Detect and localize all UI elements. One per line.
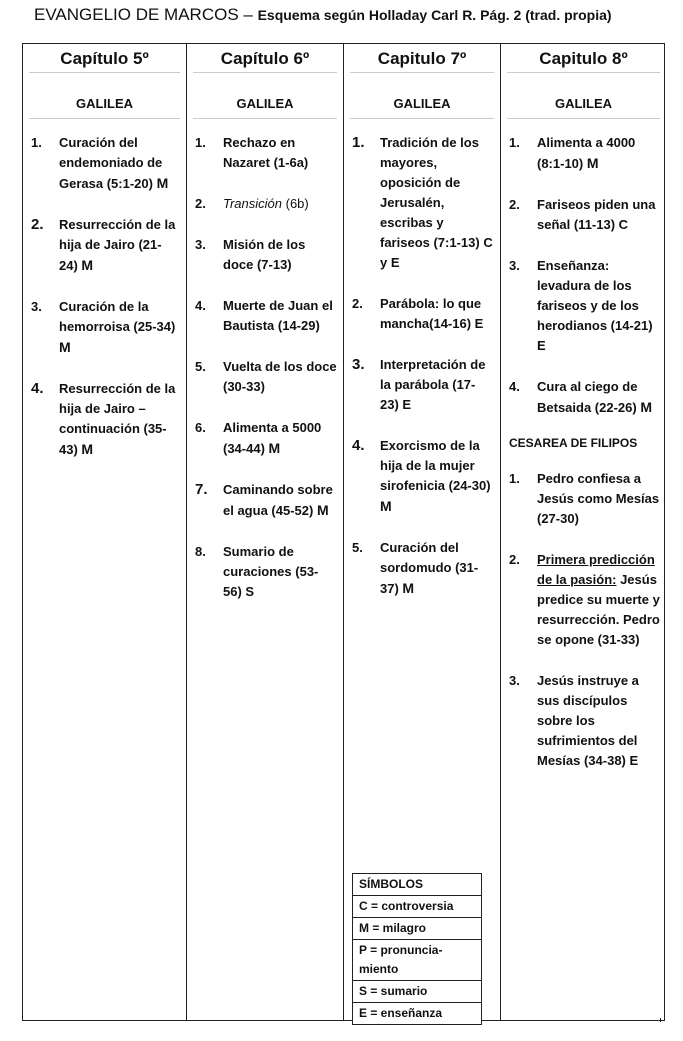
item-text: Pedro confiesa a Jesús como Mesías (27-30): [537, 471, 660, 526]
list-item: [501, 256, 660, 356]
item-number: 2.: [509, 552, 520, 567]
item-text: Cura al ciego de Betsaida (22-26): [537, 379, 641, 415]
item-text: Resurrección de la hija de Jairo (21-24): [59, 217, 176, 273]
region-label: GALILEA: [507, 73, 660, 119]
item-number: 1.: [509, 135, 520, 150]
item-text: Resurrección de la hija de Jairo – continuación (35-43): [59, 381, 176, 457]
item-text: Alimenta a 4000 (8:1-10): [537, 135, 636, 171]
list-item: [187, 542, 337, 602]
item-text: Rechazo en Nazaret (1-6a): [223, 135, 309, 170]
list-item: [23, 215, 180, 276]
list-item: [501, 195, 660, 235]
item-text: (6b): [282, 196, 309, 211]
chapter-heading: Capítulo 6º: [193, 44, 337, 73]
list-item: [187, 418, 337, 459]
item-number: 3.: [509, 258, 520, 273]
symbol-row: M = milagro: [353, 918, 482, 940]
section-list: [187, 119, 343, 602]
title-subtitle: Esquema según Holladay Carl R. Pág. 2 (trad. propia): [257, 7, 612, 23]
section-list: [344, 119, 500, 599]
item-symbol-tag: M: [402, 580, 415, 596]
frame-tick-mark: [660, 1018, 661, 1022]
item-number: 7.: [195, 481, 208, 498]
item-number: 1.: [31, 135, 42, 150]
item-number: 5.: [352, 540, 363, 555]
item-text: Curación de la hemorroisa (25-34): [59, 299, 176, 334]
list-item: [344, 538, 494, 599]
list-item: [501, 377, 660, 418]
item-text: Curación del endemoniado de Gerasa (5:1-20): [59, 135, 163, 191]
section-list: [501, 119, 666, 418]
item-number: 1.: [195, 135, 206, 150]
item-symbol-tag: M: [156, 175, 169, 191]
symbol-row: E = enseñanza: [353, 1003, 482, 1025]
list-item: [344, 133, 494, 273]
list-item: [187, 133, 337, 173]
item-number: 3.: [31, 299, 42, 314]
item-number: 8.: [195, 544, 206, 559]
list-item: [501, 133, 660, 174]
item-italic-text: Transición: [223, 196, 283, 211]
symbol-row: S = sumario: [353, 981, 482, 1003]
item-text: Fariseos piden una señal (11-13) C: [537, 197, 656, 232]
item-number: 3.: [195, 237, 206, 252]
item-number: 4.: [352, 437, 365, 454]
item-number: 5.: [195, 359, 206, 374]
item-symbol-tag: M: [81, 441, 94, 457]
column-chapter-5: [23, 44, 186, 1020]
item-text: Sumario de curaciones (53-56) S: [223, 544, 319, 599]
list-item: [23, 133, 180, 194]
item-number: 4.: [509, 379, 520, 394]
item-number: 6.: [195, 420, 206, 435]
symbol-row: P = pronuncia-miento: [353, 940, 482, 981]
item-symbol-tag: M: [268, 440, 281, 456]
region-label: GALILEA: [350, 73, 494, 119]
page-title: [34, 5, 612, 25]
list-item: [23, 379, 180, 460]
item-text: Jesús instruye a sus discípulos sobre los sufrimientos del Mesías (34-38) E: [537, 673, 639, 768]
item-text: Curación del sordomudo (31-37): [380, 540, 479, 596]
item-underlined-text: Primera predicción de la pasión:: [537, 552, 655, 587]
list-item: [344, 294, 494, 334]
region-label: GALILEA: [193, 73, 337, 119]
section-list: [501, 469, 666, 771]
symbols-title: SÍMBOLOS: [353, 874, 482, 896]
chapter-heading: Capitulo 8º: [507, 44, 660, 73]
item-text: Jesús predice su muerte y resurrección. Pedro se opone (31-33): [537, 572, 660, 647]
item-text: Enseñanza: levadura de los fariseos y de los herodianos (14-21) E: [537, 258, 653, 353]
subregion-label: CESAREA DE FILIPOS: [509, 436, 638, 450]
list-item: [187, 194, 337, 214]
item-number: 2.: [352, 296, 363, 311]
item-text: Caminando sobre el agua (45-52): [223, 482, 333, 518]
item-number: 4.: [195, 298, 206, 313]
item-number: 3.: [509, 673, 520, 688]
list-item: [344, 355, 494, 415]
list-item: [23, 297, 180, 358]
item-text: Parábola: lo que mancha(14-16) E: [380, 296, 484, 331]
chapter-heading: Capitulo 7º: [350, 44, 494, 73]
item-text: Tradición de los mayores, oposición de Jerusalén, escribas y fariseos (7:1-13) C y E: [380, 135, 493, 270]
list-item: [187, 480, 337, 521]
list-item: [187, 235, 337, 275]
item-text: Misión de los doce (7-13): [223, 237, 306, 272]
item-text: Vuelta de los doce (30-33): [223, 359, 337, 394]
column-chapter-8: [500, 44, 666, 1020]
item-number: 2.: [31, 216, 44, 233]
chapter-heading: Capítulo 5º: [29, 44, 180, 73]
item-number: 2.: [195, 196, 206, 211]
list-item: [187, 357, 337, 397]
item-symbol-tag: M: [586, 155, 599, 171]
column-chapter-6: [186, 44, 343, 1020]
symbols-legend: [352, 873, 482, 1025]
item-text: Muerte de Juan el Bautista (14-29): [223, 298, 333, 333]
list-item: [501, 550, 660, 650]
item-symbol-tag: M: [316, 502, 329, 518]
section-list: [23, 119, 186, 460]
item-text: Exorcismo de la hija de la mujer sirofenicia (24-30): [380, 438, 491, 493]
item-number: 1.: [352, 134, 365, 151]
region-label: GALILEA: [29, 73, 180, 119]
item-text: Alimenta a 5000 (34-44): [223, 420, 322, 456]
item-number: 3.: [352, 356, 365, 373]
list-item: [187, 296, 337, 336]
item-symbol-tag: M: [640, 399, 652, 415]
list-item: [501, 469, 660, 529]
title-main: EVANGELIO DE MARCOS –: [34, 5, 258, 24]
item-symbol-tag: M: [81, 257, 94, 273]
item-symbol-tag: M: [59, 339, 71, 355]
item-symbol-tag: M: [380, 498, 392, 514]
list-item: [344, 436, 494, 517]
list-item: [501, 671, 660, 771]
symbol-row: C = controversia: [353, 896, 482, 918]
item-number: 2.: [509, 197, 520, 212]
item-number: 4.: [31, 380, 44, 397]
item-number: 1.: [509, 471, 520, 486]
outline-table: [22, 43, 665, 1021]
item-text: Interpretación de la parábola (17-23) E: [380, 357, 486, 412]
